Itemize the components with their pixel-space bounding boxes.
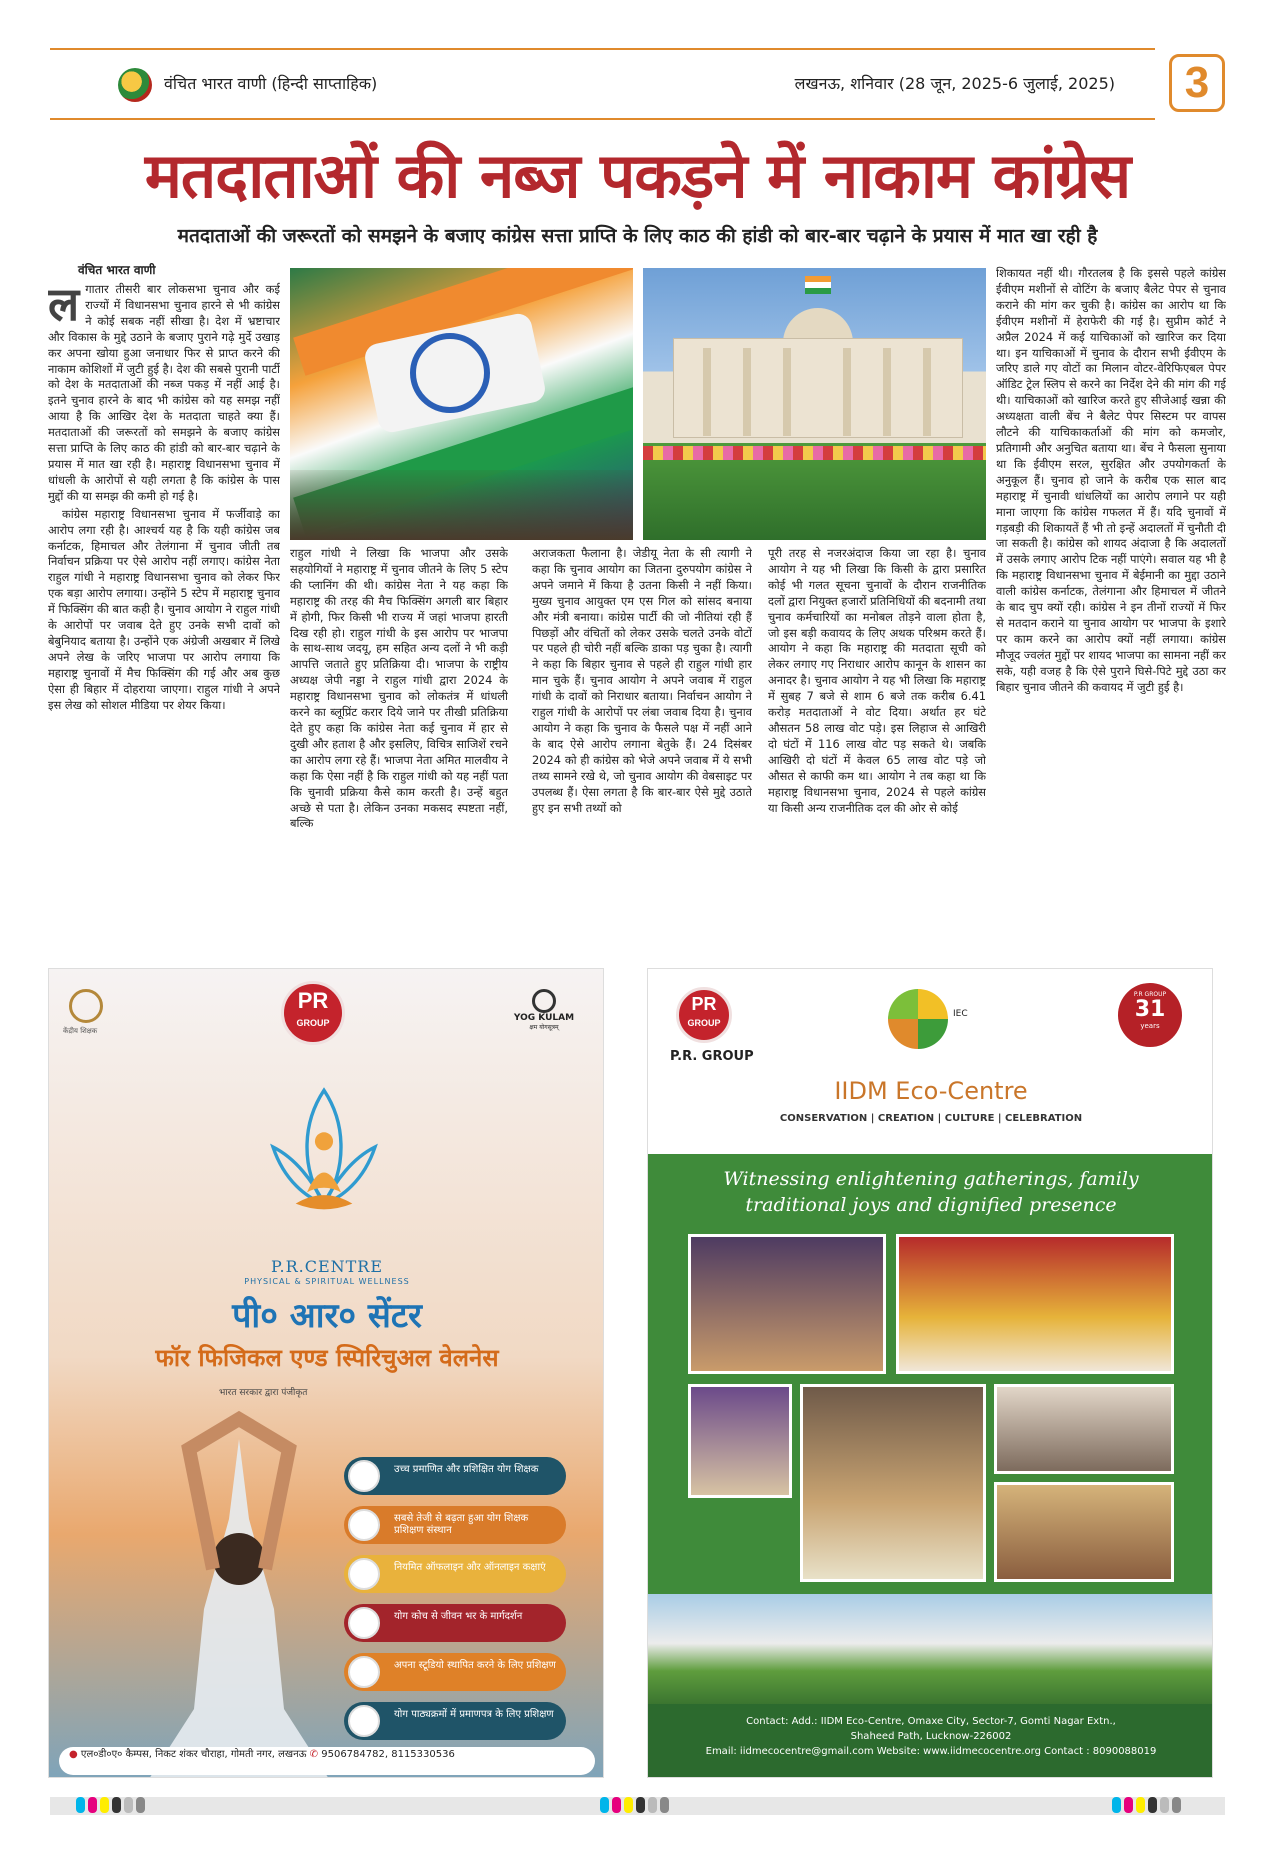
feature-pill: नियमित ऑफलाइन और ऑनलाइन कक्षाएं	[344, 1555, 566, 1593]
yog-kulam-icon	[532, 989, 556, 1013]
iidm-eco-centre-advertisement	[647, 968, 1213, 1778]
iidm-contact-footer: Contact: Add.: IIDM Eco-Centre, Omaxe City, Sector-7, Gomti Nagar Extn., Shaheed Path, Lucknow-226002 Email: iidmecocentre@gmail.com Website: www.iidmecocentre.org Contact : 8090088019	[648, 1704, 1213, 1778]
tagline-hindi: फॉर फिजिकल एण्ड स्पिरिचुअल वेलनेस	[155, 1344, 499, 1372]
gallery-photo	[800, 1384, 986, 1582]
registration-note: भारत सरकार द्वारा पंजीकृत	[219, 1388, 308, 1398]
iidm-title: IIDM Eco-Centre	[834, 1077, 1028, 1105]
gallery-photo	[688, 1234, 886, 1374]
page-number: 3	[1169, 54, 1225, 112]
group-name: P.R. GROUP	[670, 1049, 754, 1064]
iec-logo-text: IEC	[953, 1009, 968, 1019]
gallery-tagline: Witnessing enlightening gatherings, family traditional joys and dignified presence	[723, 1168, 1139, 1216]
phone-text: 9506784782, 8115330536	[321, 1749, 455, 1760]
feature-pill: अपना स्टूडियो स्थापित करने के लिए प्रशिक्षण	[344, 1653, 566, 1691]
iec-logo-icon	[888, 989, 948, 1049]
article-column-4	[768, 546, 986, 968]
garden-illustration	[648, 1594, 1213, 1704]
article-column-2	[290, 546, 508, 968]
location-icon: ●	[69, 1749, 78, 1760]
indian-flag-icon	[805, 276, 831, 294]
brand-name-hindi: पी० आर० सेंटर	[232, 1296, 422, 1336]
gallery-panel	[648, 1154, 1213, 1704]
gallery-photo	[994, 1482, 1174, 1582]
iidm-pillars: CONSERVATION | CREATION | CULTURE | CELEBRATION	[779, 1113, 1083, 1124]
anniversary-badge: P.R GROUP 31 years	[1118, 983, 1182, 1047]
cmyk-marks-right	[1112, 1797, 1184, 1815]
article-subhead: मतदाताओं की जरूरतों को समझने के बजाए कांग्रेस सत्ता प्राप्ति के लिए काठ की हांडी को बार-बार चढ़ाने के प्रयास में मात खा रही है	[177, 225, 1098, 247]
congress-flags-photo	[290, 268, 633, 540]
feature-pill: सबसे तेजी से बढ़ता हुआ योग शिक्षक प्रशिक्षण संस्थान	[344, 1506, 566, 1544]
brand-name-english: P.R.CENTRE	[270, 1257, 384, 1276]
feature-pill: उच्च प्रमाणित और प्रशिक्षित योग शिक्षक	[344, 1457, 566, 1495]
article-column-1	[48, 282, 280, 972]
pr-centre-advertisement	[48, 968, 604, 1778]
lotus-meditation-icon	[249, 1079, 399, 1249]
emblem-label: केंद्रीय शिक्षक	[63, 1027, 98, 1035]
pr-centre-website[interactable]: ⊕ www.prcentreforphysicalandspiritualwellness.in	[190, 1765, 415, 1775]
assembly-building-photo	[643, 268, 986, 540]
dateline: लखनऊ, शनिवार (28 जून, 2025-6 जुलाई, 2025)	[794, 74, 1115, 93]
pr-group-logo: PR GROUP	[281, 981, 345, 1045]
cmyk-marks-center	[600, 1797, 672, 1815]
drop-cap: ल	[48, 282, 80, 331]
paragraph: अराजकता फैलाना है। जेडीयू नेता के सी त्यागी ने कहा कि चुनाव आयोग का जितना दुरुपयोग कांग्रेस ने अपने जमाने में किया है उतना किसी ने नहीं किया। मुख्य चुनाव आयुक्त एम एस गिल को सांसद बनाया और मंत्री बनाया। कांग्रेस पार्टी की जो नीतियां रही हैं पिछड़ों और वंचितों को लेकर उसके चलते उनके वोटों पर पहले ही चोरी नहीं बल्कि डाका पड़ चुका है। त्यागी ने कहा कि बिहार चुनाव से पहले ही राहुल गांधी हार मान चुके हैं। चुनाव आयोग ने अपने जवाब में राहुल गांधी के दावों को निराधार बताया। निर्वाचन आयोग ने राहुल गांधी के आरोपों पर लंबा जवाब दिया है। चुनाव आयोग ने कहा कि चुनाव के फैसले पक्ष में नहीं आने के बाद ऐसे आरोप लगाना बेतुके हैं। 24 दिसंबर 2024 को ही कांग्रेस को भेजे अपने जवाब में ये सभी तथ्य सामने रखे थे, जो चुनाव आयोग की वेबसाइट पर उपलब्ध हैं। ऐसा लगता है कि बार-बार ऐसे मुद्दे उठाते हुए इन सभी तथ्यों को	[532, 546, 752, 815]
header-top-rule	[50, 48, 1155, 50]
paragraph: शिकायत नहीं थी। गौरतलब है कि इससे पहले कांग्रेस ईवीएम मशीनों से वोटिंग के बजाए बैलेट पेपर से चुनाव कराने की मांग कर चुकी है। कांग्रेस का आरोप था कि ईवीएम मशीनों में हेराफेरी की गई है। सुप्रीम कोर्ट ने अप्रैल 2024 में कई याचिकाओं को खारिज कर दिया था। इन याचिकाओं में चुनाव के दौरान सभी ईवीएम के जरिए डाले गए वोटों का मिलान वोटर-वेरिफिएबल पेपर ऑडिट ट्रेल स्लिप से करने का निर्देश देने की मांग की गई थी। याचिकाओं को खारिज करते हुए सीजेआई खन्ना की अध्यक्षता वाली बेंच ने बैलेट पेपर सिस्टम पर वापस लौटने की याचिकाकर्ताओं की मांग को कमजोर, प्रतिगामी और अनुचित बताया था। बेंच ने फैसला सुनाया था कि ईवीएम सरल, सुरक्षित और उपयोगकर्ता के अनुकूल हैं। चुनाव हो जाने के करीब एक साल बाद महाराष्ट्र में चुनावी धांधलियों का आरोप लगाने पर यही माना जाएगा कि कांग्रेस गफलत में हैं। यदि चुनावों में गड़बड़ी की शिकायतें हैं भी तो इन्हें अदालतों में चुनौती दी जा सकती है। कांग्रेस को शायद अंदाजा है कि अदालतों में उसके लगाए आरोप टिक नहीं पाएंगे। सवाल यह भी है कि महाराष्ट्र विधानसभा चुनाव में बेईमानी का मुद्दा उठाने वाली कांग्रेस कर्नाटक, तेलंगाना और हिमाचल में जीतने के बाद चुप क्यों रही। कांग्रेस ने इन तीनों राज्यों में फिर से मतदान कराने या चुनाव आयोग पर भाजपा के इशारे पर काम करने का आरोप क्यों नहीं लगाया। कांग्रेस मौजूद ज्वलंत मुद्दों पर शायद भाजपा का सामना नहीं कर सके, यही वजह है कि ऐसे पुराने घिसे-पिटे मुद्दे उठा कर बिहार चुनाव जीतने की कवायद में जुटी हुई है।	[996, 266, 1226, 694]
cmyk-marks-left	[76, 1797, 148, 1815]
page-header	[50, 48, 1225, 118]
pr-group-logo: PR GROUP	[676, 987, 732, 1043]
feature-pill: योग कोच से जीवन भर के मार्गदर्शन	[344, 1604, 566, 1642]
phone-icon: ✆	[309, 1749, 322, 1760]
newspaper-logo-icon	[118, 68, 152, 102]
brand-subtitle-english: PHYSICAL & SPIRITUAL WELLNESS	[244, 1277, 410, 1286]
header-bottom-rule	[50, 118, 1155, 120]
hand-symbol-icon	[410, 333, 490, 413]
article-column-3	[532, 546, 752, 968]
feature-pill: योग पाठ्यक्रमों में प्रमाणपत्र के लिए प्रशिक्षण	[344, 1702, 566, 1740]
address-text: एल०डी०ए० कैम्पस, निकट शंकर चौराहा, गोमती नगर, लखनऊ	[80, 1749, 307, 1760]
article-column-5	[996, 266, 1226, 972]
gallery-photo	[994, 1384, 1174, 1474]
gallery-photo	[896, 1234, 1174, 1374]
article-byline: वंचित भारत वाणी	[78, 263, 156, 277]
yog-kulam-logo: YOG KULAM क्षम योगसूत्रम्	[504, 989, 584, 1031]
article-headline: मतदाताओं की नब्ज पकड़ने में नाकाम कांग्रेस	[144, 139, 1131, 212]
paragraph: पूरी तरह से नजरअंदाज किया जा रहा है। चुनाव आयोग ने यह भी लिखा कि किसी के द्वारा प्रसारित कोई भी गलत सूचना चुनावों के दौरान राजनीतिक दलों द्वारा नियुक्त हजारों प्रतिनिधियों की बदनामी तथा चुनाव कर्मचारियों का मनोबल तोड़ने वाला होता है, जो इस बड़ी कवायद के लिए अथक परिश्रम करते हैं। आयोग ने कहा कि महाराष्ट्र की मतदाता सूची को लेकर लगाए गए निराधार आरोप कानून के शासन का अनादर है। चुनाव आयोग ने यह भी लिखा कि महाराष्ट्र में सुबह 7 बजे से शाम 6 बजे तक करीब 6.41 करोड़ मतदाताओं ने वोट दिया। अर्थात हर घंटे औसतन 58 लाख वोट पड़े। इस लिहाज से आखिरी दो घंटों में 116 लाख वोट पड़ सकते थे। जबकि आखिरी दो घंटों में केवल 65 लाख वोट पड़े जो औसत से काफी कम था। आयोग ने तब कहा था कि महाराष्ट्र विधानसभा चुनाव, 2024 से पहले कांग्रेस या किसी अन्य राजनीतिक दल की ओर से कोई	[768, 546, 986, 815]
newspaper-name: वंचित भारत वाणी (हिन्दी साप्ताहिक)	[164, 74, 378, 93]
paragraph: गातार तीसरी बार लोकसभा चुनाव और कई राज्यों में विधानसभा चुनाव हारने से भी कांग्रेस ने कोई सबक नहीं सीखा है। देश में भ्रष्टाचार और विकास के मुद्दे उठाने के बजाए पुराने गढ़े मुर्दे उखाड़ कर अपना खोया हुआ जनाधार फिर से प्राप्त करने की नाकाम कोशिशों में जुटी हुई है। देश की सबसे पुरानी पार्टी को देश के मतदाताओं की नब्ज पकड़ में नहीं आई है। इतने चुनाव हारने के बाद भी कांग्रेस को यह समझ नहीं आया है कि आखिर देश के मतदाता चाहते क्या हैं। मतदाताओं की जरूरतों को समझने के बजाए कांग्रेस सत्ता प्राप्ति के लिए काठ की हांडी को बार-बार चढ़ाने के प्रयास में मात खा रही है। महाराष्ट्र विधानसभा चुनाव में धांधली के आरोपों से यही लगता है कि कांग्रेस के पास मुद्दों की या समझ की कमी हो गई है।	[48, 282, 280, 503]
paragraph: राहुल गांधी ने लिखा कि भाजपा और उसके सहयोगियों ने महाराष्ट्र में चुनाव जीतने के लिए 5 स्टेप की प्लानिंग की थी। कांग्रेस नेता ने यह कहा कि महाराष्ट्र की तरह की मैच फिक्सिंग अगली बार बिहार में होगी, फिर किसी भी राज्य में जहां भाजपा हारती दिख रही हो। राहुल गांधी के इस आरोप पर भाजपा के साथ-साथ जदयू, हम सहित अन्य दलों ने भी कड़ी आपत्ति जताते हुए प्रतिक्रिया दी। भाजपा के राष्ट्रीय अध्यक्ष जेपी नड्डा ने राहुल गांधी द्वारा 2024 के महाराष्ट्र विधानसभा चुनाव को लोकतंत्र में धांधली करने का ब्लूप्रिंट करार दिये जाने पर तीखी प्रतिक्रिया देते हुए कहा कि कांग्रेस नेता कई चुनाव में हार से दुखी और हताश है और इसलिए, विचित्र साजिशें रचने का आरोप लगा रहे हैं। भाजपा नेता अमित मालवीय ने कहा कि ऐसा नहीं है कि राहुल गांधी को यह नहीं पता कि चुनावी प्रक्रिया कैसे काम करती है। उन्हें बहुत अच्छे से पता है। लेकिन उनका मकसद स्पष्टता नहीं, बल्कि	[290, 546, 508, 831]
paragraph: कांग्रेस महाराष्ट्र विधानसभा चुनाव में फर्जीवाड़े का आरोप लगा रही है। आश्चर्य यह है कि यही कांग्रेस जब कर्नाटक, हिमाचल और तेलंगाना में चुनाव जीती तब निर्वाचन प्रक्रिया पर ऐसे आरोप नहीं लगाए। कांग्रेस नेता राहुल गांधी ने महाराष्ट्र विधानसभा चुनाव को लेकर फिर एक बड़ा आरोप लगाया। उन्होंने 5 स्टेप में महाराष्ट्र चुनाव में फिक्सिंग की बात कही है। चुनाव आयोग ने राहुल गांधी के आरोपों पर जवाब देते हुए उनके सभी दावों को बेबुनियाद बताया है। उन्होंने एक अंग्रेजी अखबार में लिखे अपने लेख के जरिए भाजपा पर आरोप लगाया कि महाराष्ट्र चुनावों में मैच फिक्सिंग की गई और अब कुछ ऐसा ही बिहार में दोहराया जाएगा। राहुल गांधी ने अपने इस लेख को सोशल मीडिया पर शेयर किया।	[48, 506, 280, 712]
gallery-photo	[688, 1384, 792, 1498]
emblem-icon	[69, 989, 103, 1023]
globe-icon: ⊕	[190, 1765, 201, 1775]
